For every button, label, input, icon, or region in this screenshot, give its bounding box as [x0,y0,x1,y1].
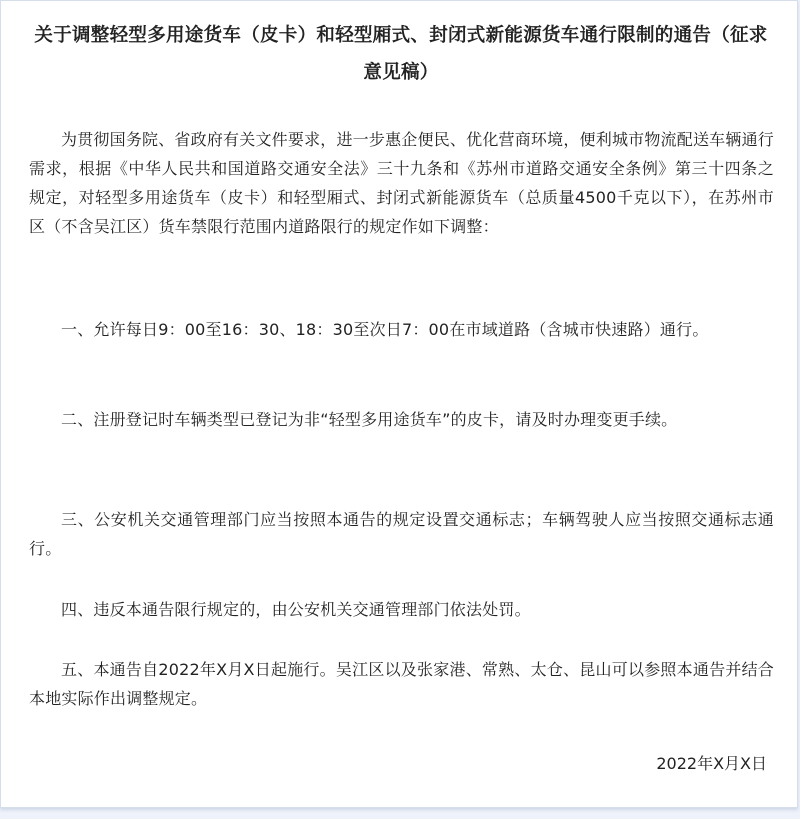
notice-item-2: 二、注册登记时车辆类型已登记为非“轻型多用途货车”的皮卡，请及时办理变更手续。 [61,410,678,429]
notice-item-5: 五、本通告自2022年X月X日起施行。吴江区以及张家港、常熟、太仓、昆山可以参照本通告并结合本地实际作出调整规定。 [29,660,774,708]
notice-item-4: 四、违反本通告限行规定的，由公安机关交通管理部门依法处罚。 [61,600,531,619]
notice-title: 关于调整轻型多用途货车（皮卡）和轻型厢式、封闭式新能源货车通行限制的通告（征求意见稿） [34,25,768,83]
notice-intro-paragraph: 为贯彻国务院、省政府有关文件要求，进一步惠企便民、优化营商环境，便利城市物流配送车辆通行需求，根据《中华人民共和国道路交通安全法》三十九条和《苏州市道路交通安全条例》第三十四条之规定，对轻型多用途货车（皮卡）和轻型厢式、封闭式新能源货车（总质量4500千克以下），在苏州市区（不含吴江区）货车禁限行范围内道路限行的规定作如下调整： [29,130,774,236]
notice-date: 2022年X月X日 [656,754,767,773]
notice-item-1: 一、允许每日9：00至16：30、18：30至次日7：00在市域道路（含城市快速路）通行。 [61,320,709,339]
notice-item-3: 三、公安机关交通管理部门应当按照本通告的规定设置交通标志；车辆驾驶人应当按照交通标志通行。 [29,510,774,558]
